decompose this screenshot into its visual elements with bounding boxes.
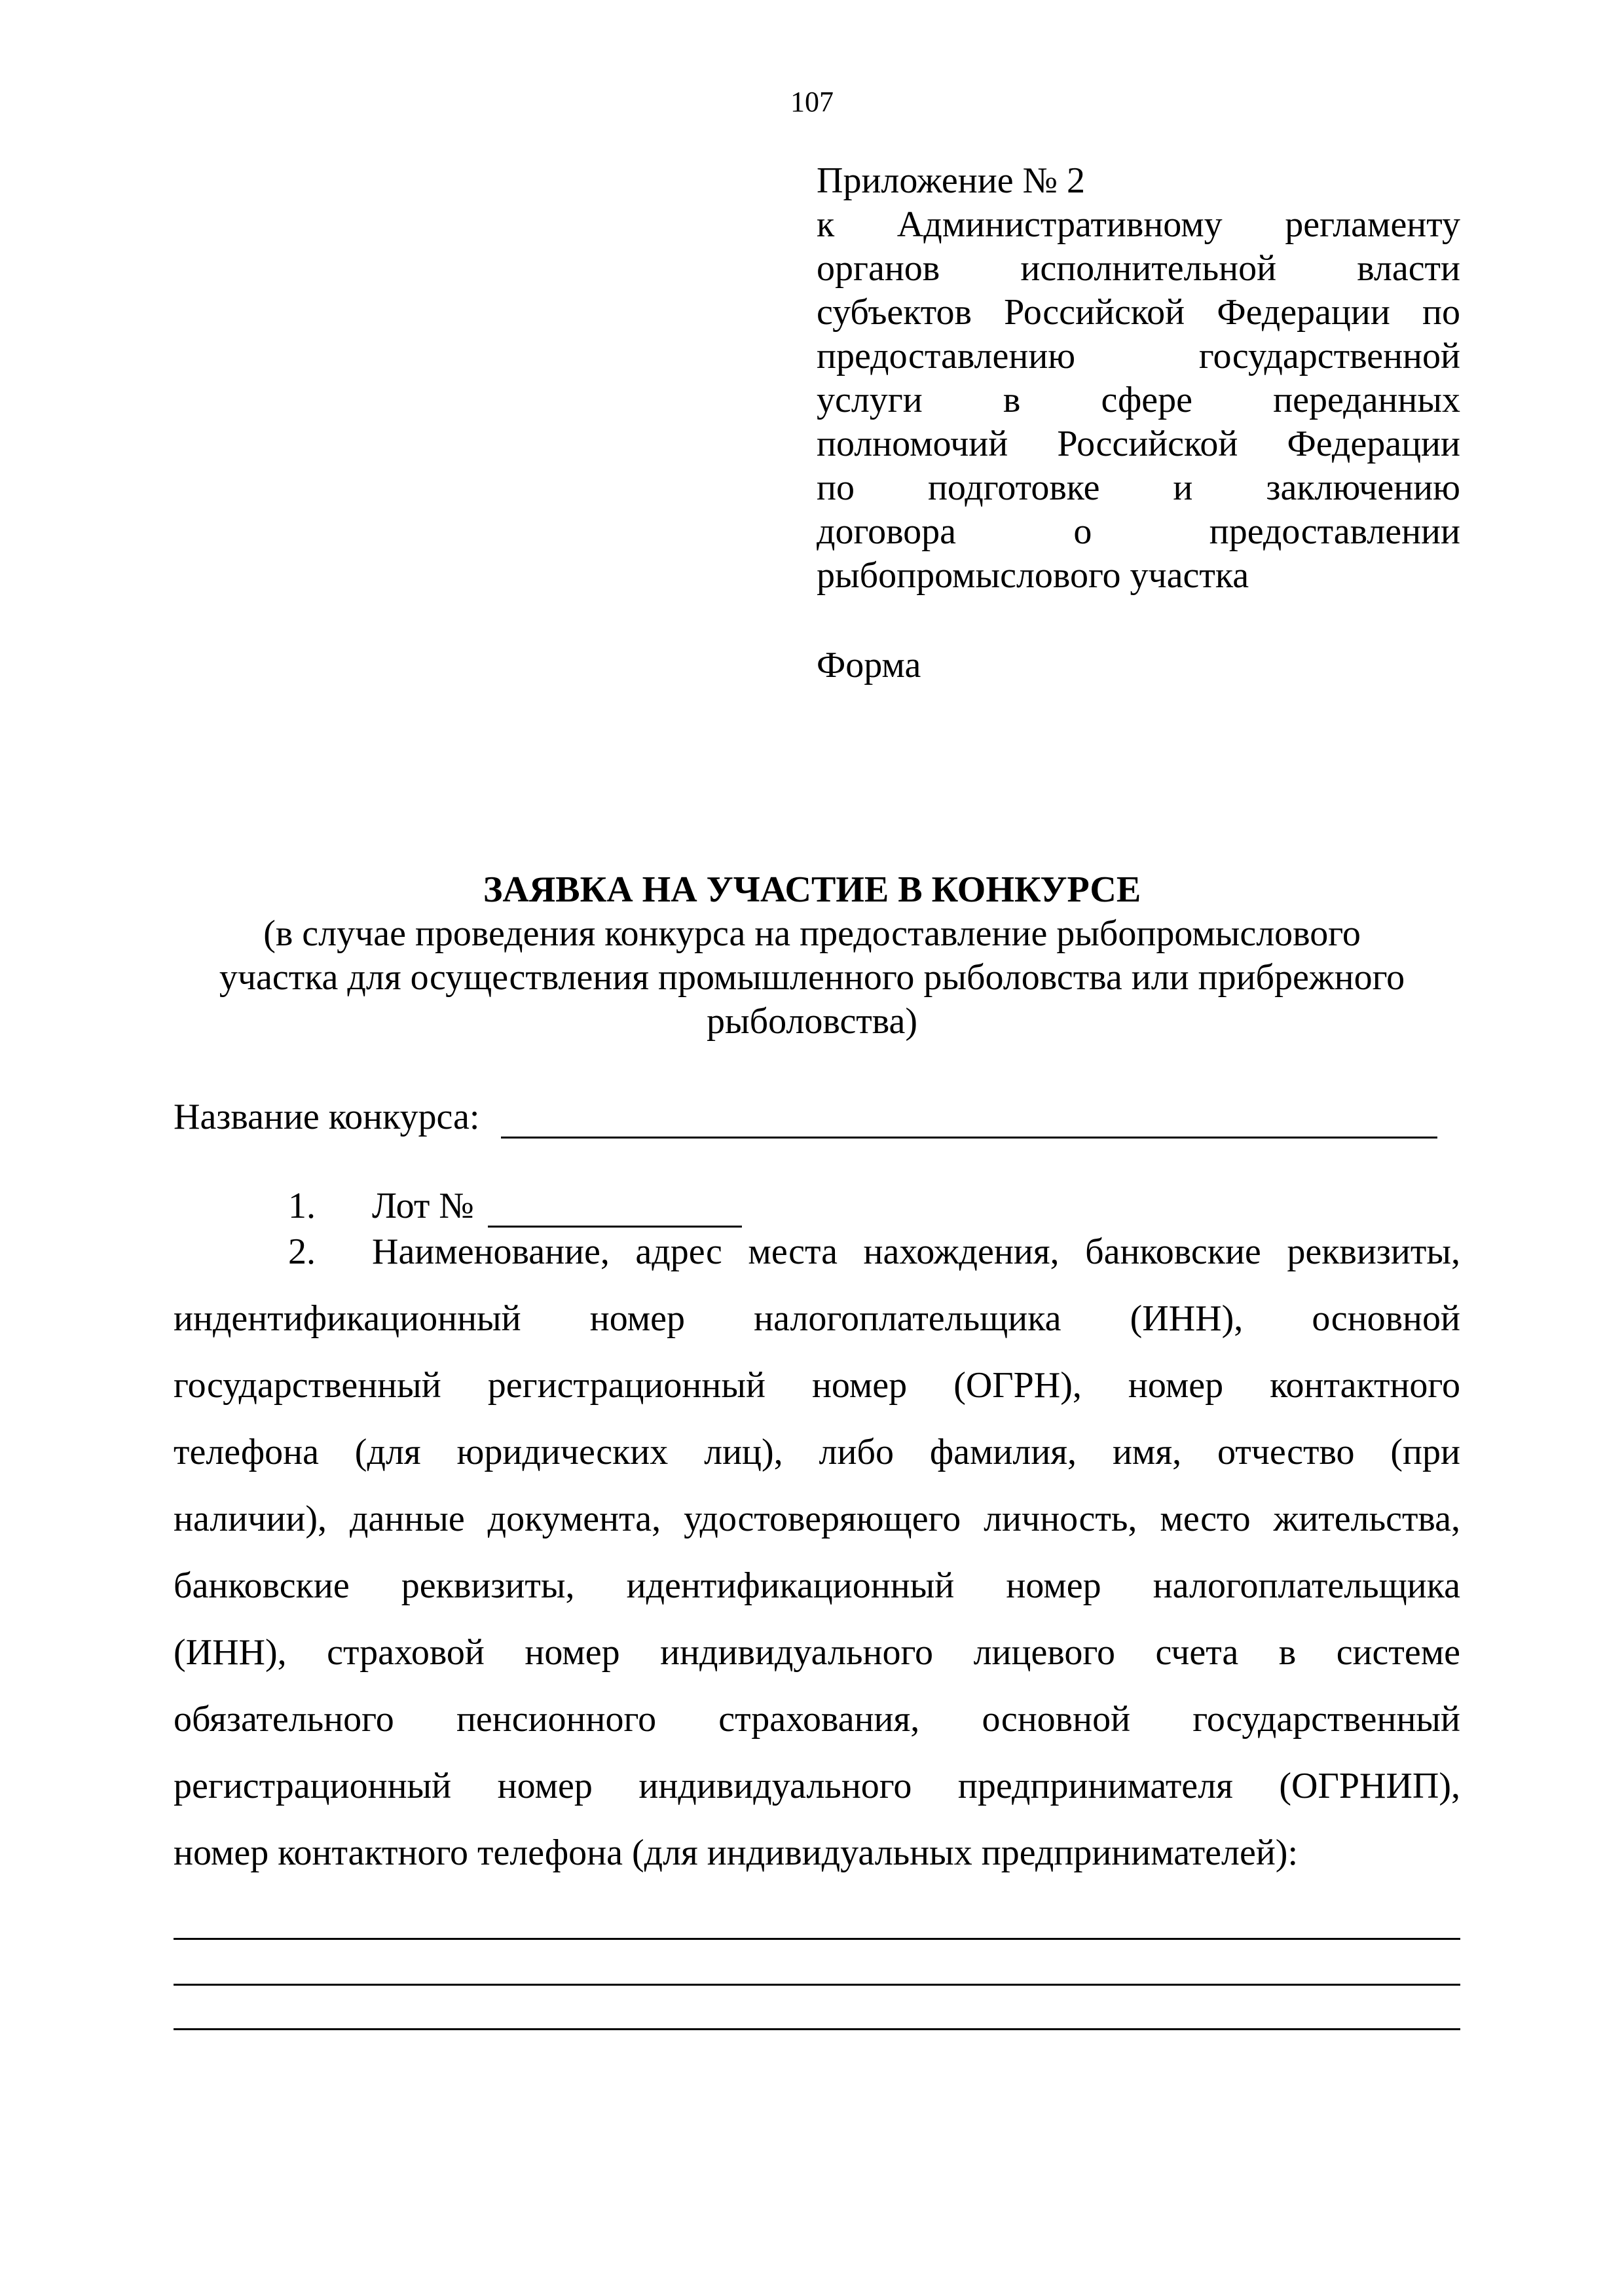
paragraph-line: номер контактного телефона (для индивидуальных предпринимателей): [174,1832,1298,1873]
lot-label: Лот № [372,1186,474,1226]
subtitle-line: (в случае проведения конкурса на предоставление рыбопромыслового [263,913,1361,954]
appendix-line: субъектов Российской Федерации по [817,292,1460,333]
form-label: Форма [817,645,921,685]
appendix-line: договора о предоставлении [817,511,1460,552]
page-number: 107 [790,86,834,118]
paragraph-line: индентификационный номер налогоплательщика (ИНН), основной [174,1298,1460,1339]
appendix-line: по подготовке и заключению [817,467,1460,508]
appendix-line: услуги в сфере переданных [817,380,1460,420]
paragraph-line: наличии), данные документа, удостоверяющего личность, место жительства, [174,1499,1460,1539]
appendix-line: предоставлению государственной [817,336,1460,376]
appendix-line: рыбопромыслового участка [817,555,1249,596]
answer-blank-line[interactable] [174,1938,1460,1940]
answer-blank-line[interactable] [174,1984,1460,1986]
lot-number-field[interactable] [488,1226,742,1228]
appendix-line: органов исполнительной власти [817,248,1460,289]
contest-name-label: Название конкурса: [174,1097,480,1137]
paragraph-line: обязательного пенсионного страхования, основной государственный [174,1699,1460,1740]
item-2-paragraph [174,1230,1460,1897]
appendix-block [817,159,1460,687]
paragraph-line: (ИНН), страховой номер индивидуального лицевого счета в системе [174,1632,1460,1673]
subtitle-line: участка для осуществления промышленного рыболовства или прибрежного [219,957,1405,998]
document-subtitle [164,912,1460,1044]
paragraph-line: Наименование, адрес места нахождения, банковские реквизиты, [372,1231,1460,1272]
paragraph-line: государственный регистрационный номер (ОГРН), номер контактного [174,1365,1460,1406]
appendix-heading: Приложение № 2 [817,160,1085,201]
appendix-line: полномочий Российской Федерации [817,424,1460,464]
contest-name-field[interactable] [501,1137,1437,1139]
paragraph-line: регистрационный номер индивидуального предпринимателя (ОГРНИП), [174,1766,1460,1806]
item-1-number: 1. [288,1186,316,1226]
item-2-number: 2. [288,1231,316,1272]
document-title: ЗАЯВКА НА УЧАСТИЕ В КОНКУРСЕ [483,869,1141,910]
appendix-line: к Административному регламенту [817,204,1460,245]
answer-blank-line[interactable] [174,2028,1460,2030]
paragraph-line: банковские реквизиты, идентификационный номер налогоплательщика [174,1565,1460,1606]
paragraph-line: телефона (для юридических лиц), либо фамилия, имя, отчество (при [174,1432,1460,1472]
subtitle-line: рыболовства) [707,1001,917,1042]
